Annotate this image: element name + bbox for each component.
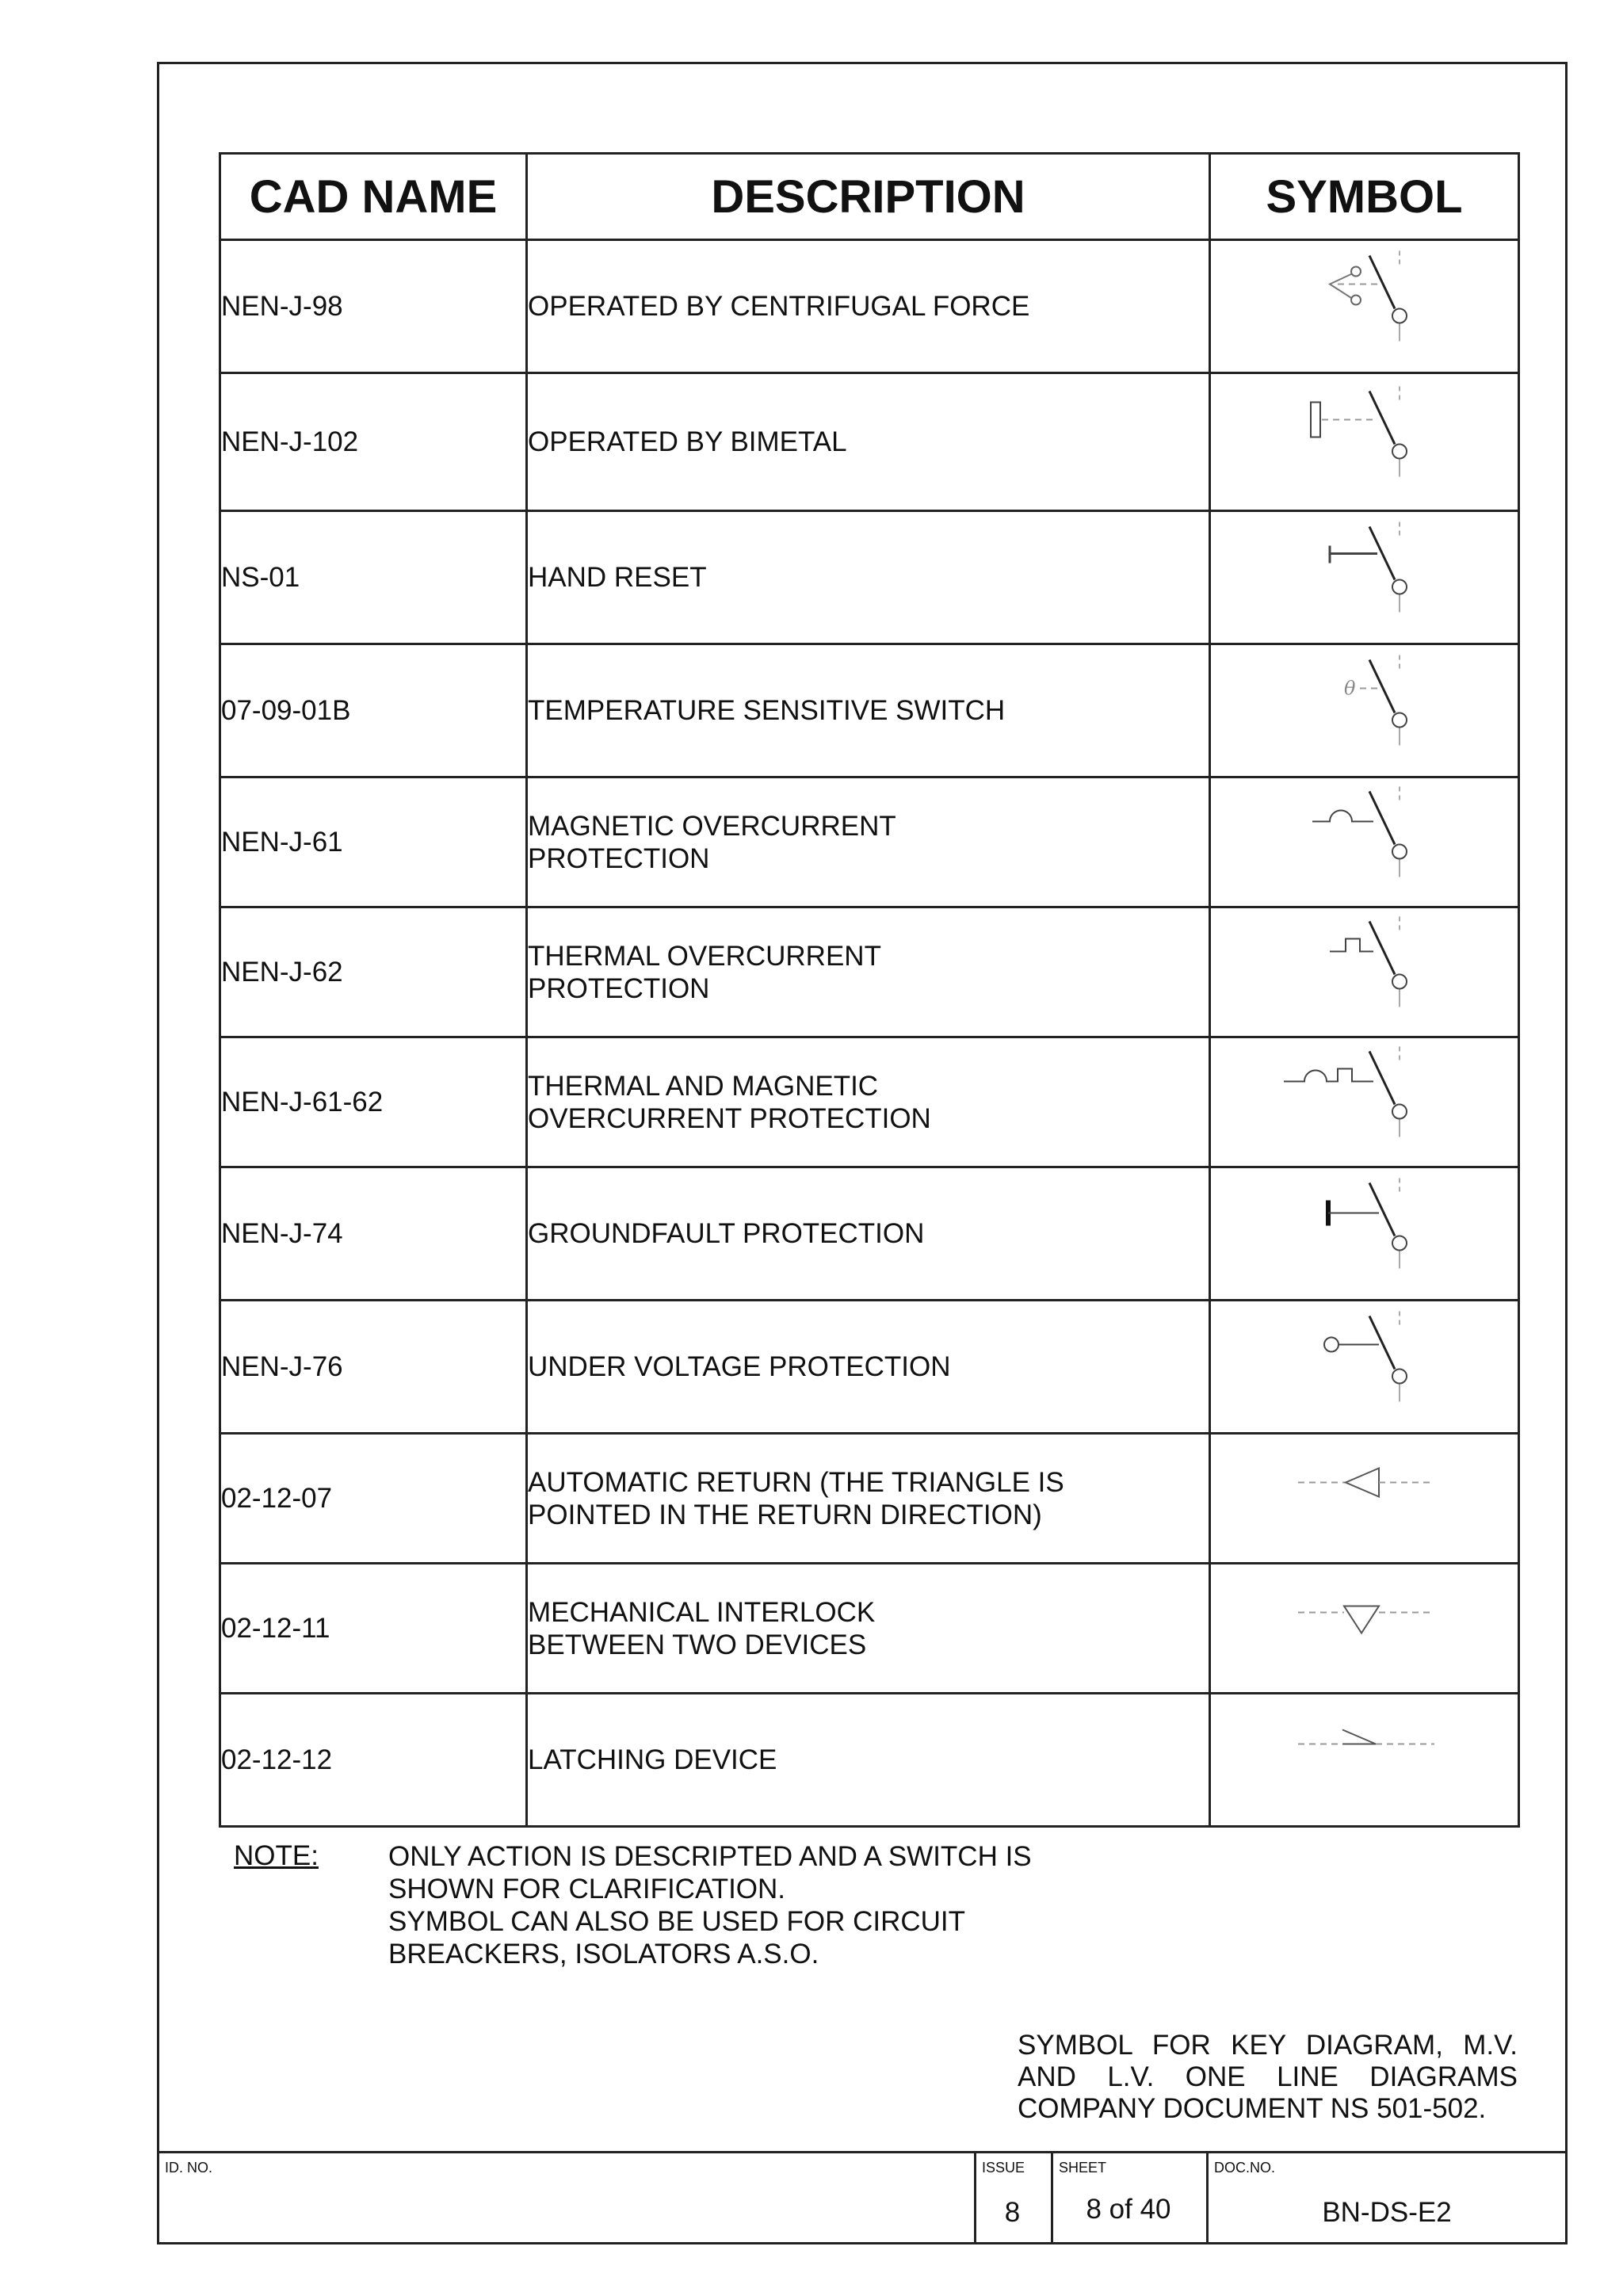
centrifugal-mark [1330, 273, 1354, 299]
switch-blade [1369, 1183, 1395, 1236]
cad-name: NEN-J-62 [221, 957, 343, 988]
symbol-drawing [1324, 1312, 1407, 1402]
symbol-cell [1210, 511, 1519, 644]
id-no-label: ID. NO. [165, 2160, 213, 2176]
table-row [220, 644, 1519, 777]
doc-no-label: DOC.NO. [1214, 2160, 1276, 2176]
contact-circle [1392, 975, 1407, 989]
groundfault-switch-icon [1211, 1168, 1518, 1299]
table-row [220, 1167, 1519, 1301]
footer-divider [1206, 2153, 1209, 2244]
centrifugal-weight [1351, 296, 1361, 305]
symbol-cell [1210, 644, 1519, 777]
contact-circle [1392, 1370, 1407, 1384]
table-row [220, 907, 1519, 1037]
footer-divider [1051, 2153, 1053, 2244]
note-line: SHOWN FOR CLARIFICATION. [388, 1874, 786, 1904]
description-line: PROTECTION [528, 842, 710, 874]
issue-value: 8 [1004, 2197, 1021, 2228]
id-no-cell [157, 2153, 974, 2244]
bimetal-strip [1311, 403, 1320, 437]
header-cad-name: CAD NAME [220, 154, 527, 240]
cad-name: NS-01 [221, 562, 300, 593]
description-line: OPERATED BY CENTRIFUGAL FORCE [528, 291, 1030, 322]
cad-name-cell [220, 240, 527, 373]
reference-line: COMPANY DOCUMENT NS 501-502. [1018, 2093, 1487, 2124]
return-triangle [1346, 1469, 1379, 1497]
cad-name-cell [220, 1564, 527, 1694]
symbol-cell [1210, 240, 1519, 373]
cad-name-cell [220, 1694, 527, 1827]
description-line: OPERATED BY BIMETAL [528, 426, 847, 457]
switch-blade [1369, 792, 1395, 845]
switch-blade [1369, 1316, 1395, 1370]
cad-name: NEN-J-74 [221, 1218, 343, 1249]
doc-no-value: BN-DS-E2 [1322, 2197, 1452, 2228]
description-line: GROUNDFAULT PROTECTION [528, 1218, 925, 1249]
note-line: BREACKERS, ISOLATORS A.S.O. [388, 1939, 819, 1969]
sheet-cell [1051, 2153, 1206, 2244]
temperature-switch-icon [1211, 645, 1518, 776]
centrifugal-force-switch-icon [1211, 241, 1518, 372]
symbol-cell [1210, 1167, 1519, 1301]
description-cell [527, 907, 1210, 1037]
sheet-label: SHEET [1059, 2160, 1107, 2176]
description-line: HAND RESET [528, 562, 707, 593]
table-header-row [220, 154, 1519, 240]
hand-reset-switch-icon [1211, 512, 1518, 643]
switch-blade [1369, 922, 1395, 975]
cad-name-cell [220, 907, 527, 1037]
description-cell [527, 1167, 1210, 1301]
table-row [220, 1564, 1519, 1694]
symbol-drawing [1298, 1730, 1434, 1744]
description-line: UNDER VOLTAGE PROTECTION [528, 1351, 951, 1382]
description-line: BETWEEN TWO DEVICES [528, 1629, 867, 1660]
under-voltage-coil [1324, 1338, 1338, 1352]
table-row [220, 511, 1519, 644]
cad-name: 02-12-07 [221, 1483, 333, 1514]
table-row [220, 240, 1519, 373]
switch-blade [1369, 1052, 1395, 1105]
symbol-drawing [1298, 1469, 1434, 1497]
doc-no-cell [1206, 2153, 1568, 2244]
symbol-table [219, 152, 1520, 1828]
description-line: OVERCURRENT PROTECTION [528, 1102, 931, 1134]
cad-name-cell [220, 1434, 527, 1564]
description-line: MAGNETIC OVERCURRENT [528, 810, 896, 842]
description-line: PROTECTION [528, 972, 710, 1004]
table-row [220, 777, 1519, 907]
symbol-drawing [1298, 1606, 1434, 1633]
cad-name: 02-12-12 [221, 1744, 333, 1775]
description-cell [527, 511, 1210, 644]
description-line: POINTED IN THE RETURN DIRECTION) [528, 1499, 1042, 1530]
contact-circle [1392, 713, 1407, 728]
description-line: TEMPERATURE SENSITIVE SWITCH [528, 695, 1006, 726]
cad-name-cell [220, 777, 527, 907]
header-description: DESCRIPTION [527, 154, 1210, 240]
interlock-triangle [1344, 1606, 1379, 1633]
symbol-drawing [1311, 387, 1407, 477]
table-row [220, 1434, 1519, 1564]
reference-text [1018, 2030, 1518, 2125]
automatic-return-icon [1211, 1435, 1518, 1562]
cad-name-cell [220, 511, 527, 644]
reference-line: AND L.V. ONE LINE DIAGRAMS [1018, 2061, 1518, 2092]
symbol-drawing [1344, 655, 1407, 746]
description-line: AUTOMATIC RETURN (THE TRIANGLE IS [528, 1466, 1064, 1498]
table-row [220, 1037, 1519, 1167]
cad-name: NEN-J-102 [221, 426, 359, 457]
note-text [388, 1840, 1102, 1970]
cad-name: NEN-J-61-62 [221, 1087, 384, 1117]
description-cell [527, 240, 1210, 373]
description-cell [527, 373, 1210, 511]
symbol-cell [1210, 1301, 1519, 1434]
symbol-cell [1210, 1434, 1519, 1564]
contact-circle [1392, 580, 1407, 594]
note-line: SYMBOL CAN ALSO BE USED FOR CIRCUIT [388, 1906, 966, 1937]
description-line: MECHANICAL INTERLOCK [528, 1596, 876, 1628]
table-row [220, 1694, 1519, 1827]
cad-name-cell [220, 1301, 527, 1434]
centrifugal-weight [1351, 267, 1361, 277]
switch-blade [1369, 256, 1395, 309]
contact-circle [1392, 309, 1407, 323]
symbol-drawing [1284, 1047, 1407, 1137]
symbol-drawing [1330, 522, 1407, 613]
symbol-drawing [1312, 787, 1407, 877]
symbol-cell [1210, 373, 1519, 511]
symbol-drawing [1328, 1179, 1407, 1269]
symbol-cell [1210, 777, 1519, 907]
symbol-cell [1210, 1694, 1519, 1827]
symbol-cell [1210, 1564, 1519, 1694]
title-block [157, 2153, 1568, 2244]
thermal-magnetic-switch-icon [1211, 1038, 1518, 1166]
description-line: THERMAL OVERCURRENT [528, 940, 881, 972]
under-voltage-switch-icon [1211, 1301, 1518, 1432]
contact-circle [1392, 445, 1407, 459]
symbol-cell [1210, 907, 1519, 1037]
description-cell [527, 1564, 1210, 1694]
thermal-magnetic-element [1284, 1069, 1373, 1082]
table-row [220, 373, 1519, 511]
thermal-element [1330, 939, 1373, 952]
cad-name-cell [220, 373, 527, 511]
theta-symbol: θ [1344, 677, 1356, 700]
footer-divider [974, 2153, 976, 2244]
description-line: LATCHING DEVICE [528, 1744, 777, 1775]
note-line: ONLY ACTION IS DESCRIPTED AND A SWITCH IS [388, 1841, 1032, 1872]
contact-circle [1392, 1236, 1407, 1251]
cad-name: NEN-J-61 [221, 827, 343, 858]
magnetic-coil [1312, 811, 1373, 822]
contact-circle [1392, 1105, 1407, 1119]
description-line: THERMAL AND MAGNETIC [528, 1070, 879, 1102]
cad-name-cell [220, 1167, 527, 1301]
switch-blade [1369, 660, 1395, 713]
latching-device-icon [1211, 1694, 1518, 1825]
cad-name: NEN-J-98 [221, 291, 343, 322]
description-cell [527, 644, 1210, 777]
symbol-drawing [1330, 251, 1407, 342]
table-row [220, 1301, 1519, 1434]
bimetal-switch-icon [1211, 374, 1518, 510]
thermal-overcurrent-switch-icon [1211, 908, 1518, 1036]
cad-name: 02-12-11 [221, 1613, 330, 1644]
contact-circle [1392, 845, 1407, 859]
description-cell [527, 1434, 1210, 1564]
table-body [220, 240, 1519, 1827]
reference-line: SYMBOL FOR KEY DIAGRAM, M.V. [1018, 2030, 1518, 2061]
issue-cell [974, 2153, 1051, 2244]
note-label: NOTE: [234, 1840, 319, 1871]
symbol-drawing [1330, 917, 1407, 1007]
sheet-value: 8 of 40 [1086, 2194, 1171, 2225]
description-cell [527, 777, 1210, 907]
header-symbol: SYMBOL [1210, 154, 1519, 240]
description-cell [527, 1301, 1210, 1434]
mechanical-interlock-icon [1211, 1564, 1518, 1692]
description-cell [527, 1694, 1210, 1827]
latch-wedge [1342, 1730, 1376, 1744]
cad-name: 07-09-01B [221, 695, 351, 726]
symbol-cell [1210, 1037, 1519, 1167]
magnetic-overcurrent-switch-icon [1211, 778, 1518, 906]
description-cell [527, 1037, 1210, 1167]
cad-name-cell [220, 644, 527, 777]
issue-label: ISSUE [982, 2160, 1025, 2176]
cad-name: NEN-J-76 [221, 1351, 343, 1382]
cad-name-cell [220, 1037, 527, 1167]
switch-blade [1369, 392, 1395, 445]
